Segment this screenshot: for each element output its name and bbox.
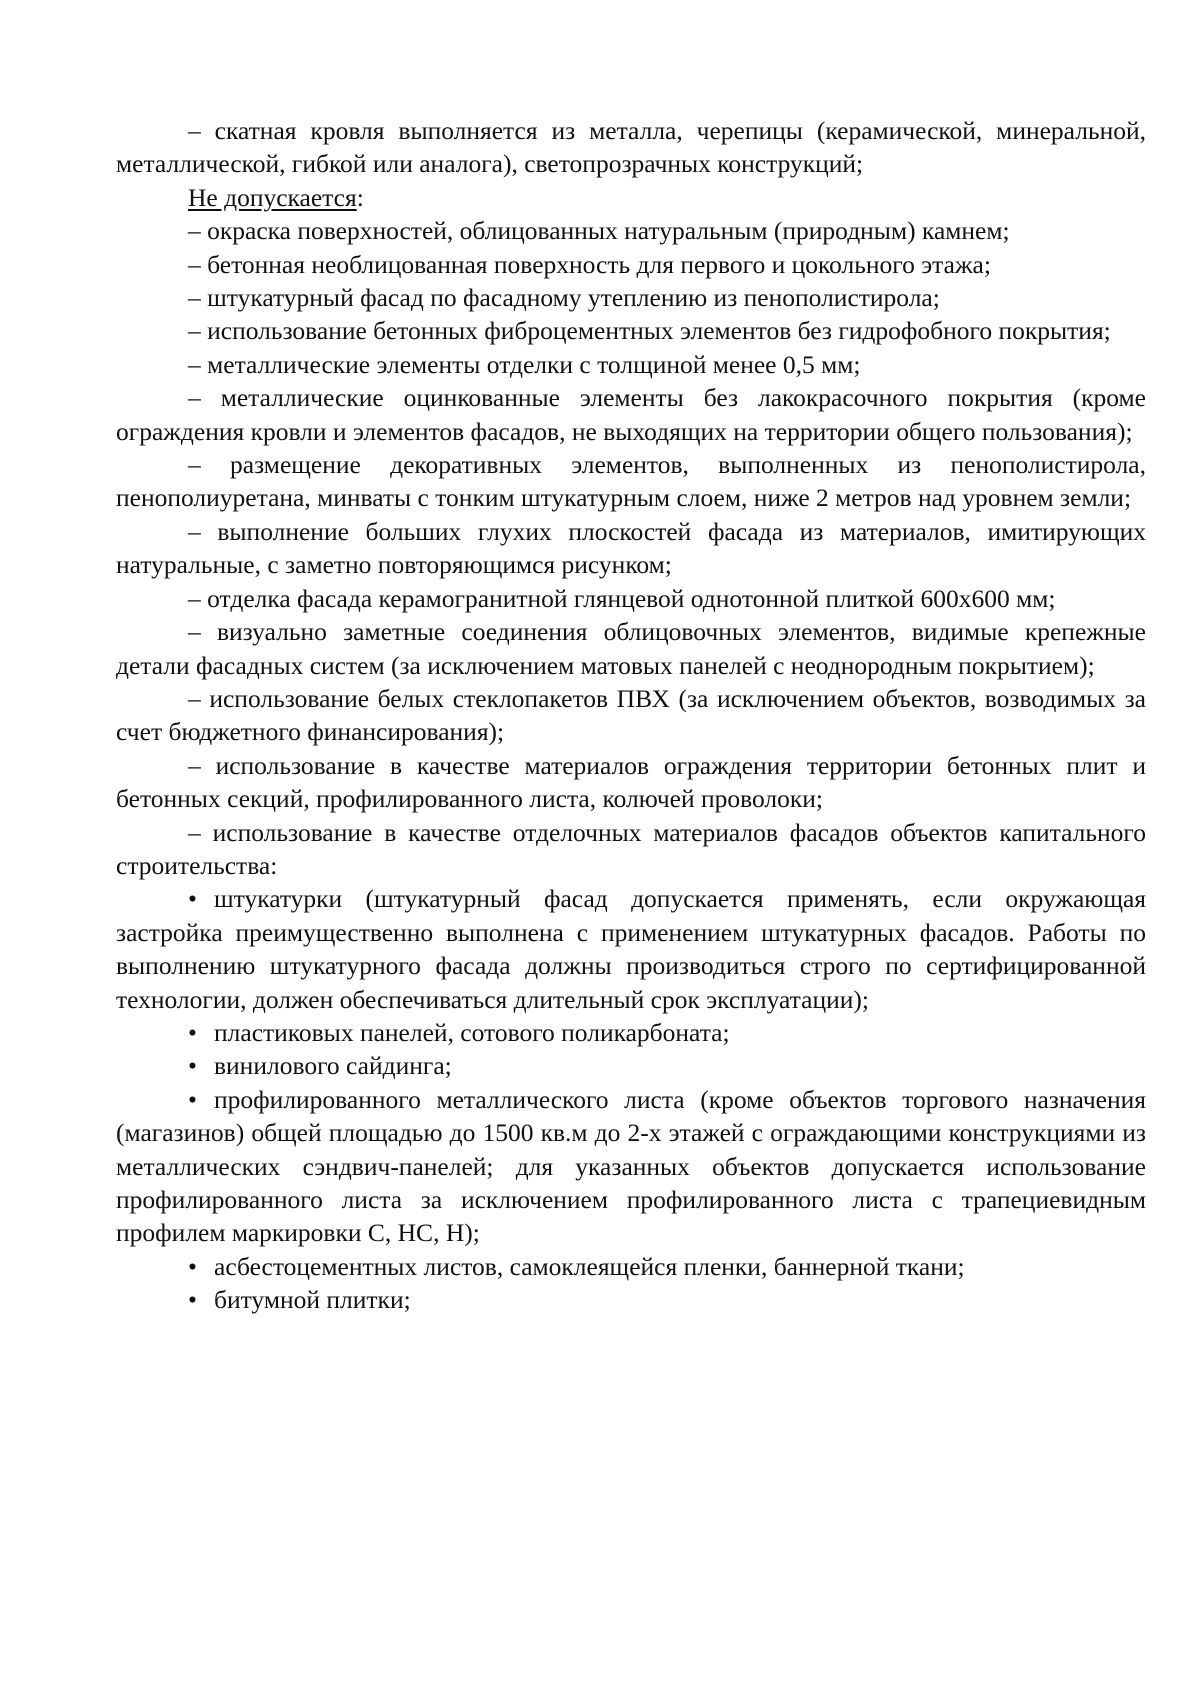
list-item-text: – металлические элементы отделки с толщиной менее 0,5 мм; [188, 349, 861, 379]
paragraph-pitched-roof [116, 114, 1146, 181]
list-item-text: – металлические оцинкованные элементы без лакокрасочного покрытия (кроме ограждения кровли и элементов фасадов, не выходящих на территории общего пользования); [116, 383, 1146, 446]
list-item [116, 682, 1146, 749]
bullet-item-text: винилового сайдинга; [214, 1051, 452, 1081]
list-item [116, 281, 1146, 314]
list-item-text: – окраска поверхностей, облицованных натуральным (природным) камнем; [188, 216, 1010, 246]
bullet-icon: • [188, 1051, 197, 1081]
section-heading-not-allowed [116, 181, 1146, 214]
bullet-item-text: штукатурки (штукатурный фасад допускается применять, если окружающая застройка преимущественно выполнена с применением штукатурных фасадов. Работы по выполнению штукатурного фасада должны производиться строго по сертифицированной технологии, должен обеспечиваться длительный срок эксплуатации); [116, 884, 1146, 1014]
heading-text: Не допускается [188, 182, 357, 212]
bullet-item [116, 882, 1146, 1016]
list-item [116, 314, 1146, 347]
list-item-text: – выполнение больших глухих плоскостей фасада из материалов, имитирующих натуральные, с заметно повторяющимся рисунком; [116, 516, 1146, 580]
list-item-text: – использование бетонных фиброцементных элементов без гидрофобного покрытия; [188, 316, 1111, 346]
bullet-icon: • [188, 884, 197, 914]
document-body [116, 114, 1146, 1317]
bullet-item-text: битумной плитки; [214, 1285, 411, 1315]
list-item [116, 248, 1146, 281]
bullet-item-text: профилированного металлического листа (кроме объектов торгового назначения (магазинов) общей площадью до 1500 кв.м до 2-х этажей с ограждающими конструкциями из металлических сэндвич-панелей; для указанных объектов допускается использование профилированного листа за исключением профилированного листа с трапециевидным профилем маркировки С, НС, Н); [116, 1084, 1146, 1248]
list-item [116, 749, 1146, 816]
bullet-icon: • [188, 1251, 197, 1281]
list-item-text: – использование белых стеклопакетов ПВХ (за исключением объектов, возводимых за счет бюджетного финансирования); [116, 683, 1146, 747]
list-item-text: – размещение декоративных элементов, выполненных из пенополистирола, пенополиуретана, минваты с тонким штукатурным слоем, ниже 2 метров над уровнем земли; [116, 450, 1146, 513]
bullet-icon: • [188, 1084, 197, 1114]
bullet-item [116, 1049, 1146, 1082]
bullet-item [116, 1283, 1146, 1316]
list-item [116, 348, 1146, 381]
bullet-icon: • [188, 1285, 197, 1315]
list-item [116, 515, 1146, 582]
bullet-item [116, 1083, 1146, 1250]
list-item [116, 381, 1146, 448]
paragraph-text: – скатная кровля выполняется из металла, черепицы (керамической, минеральной, металлической, гибкой или аналога), светопрозрачных конструкций; [116, 116, 1146, 179]
list-item [116, 214, 1146, 247]
bullet-item-text: асбестоцементных листов, самоклеящейся пленки, баннерной ткани; [214, 1251, 965, 1281]
bullet-item [116, 1250, 1146, 1283]
bullet-icon: • [188, 1017, 197, 1047]
list-item [116, 582, 1146, 615]
list-item-text: – визуально заметные соединения облицовочных элементов, видимые крепежные детали фасадных систем (за исключением матовых панелей с неоднородным покрытием); [116, 617, 1146, 680]
list-item [116, 448, 1146, 515]
list-item-text: – отделка фасада керамогранитной глянцевой однотонной плиткой 600х600 мм; [188, 583, 1056, 613]
heading-suffix: : [356, 182, 364, 212]
bullet-item-text: пластиковых панелей, сотового поликарбоната; [214, 1017, 730, 1047]
list-item-text: – штукатурный фасад по фасадному утеплению из пенополистирола; [188, 283, 940, 313]
bullet-item [116, 1016, 1146, 1049]
list-item [116, 615, 1146, 682]
list-item-text: – бетонная необлицованная поверхность для первого и цокольного этажа; [188, 249, 991, 279]
list-item [116, 816, 1146, 883]
list-item-text: – использование в качестве отделочных материалов фасадов объектов капитального строительства: [116, 817, 1146, 880]
list-item-text: – использование в качестве материалов ограждения территории бетонных плит и бетонных секций, профилированного листа, колючей проволоки; [116, 750, 1146, 814]
